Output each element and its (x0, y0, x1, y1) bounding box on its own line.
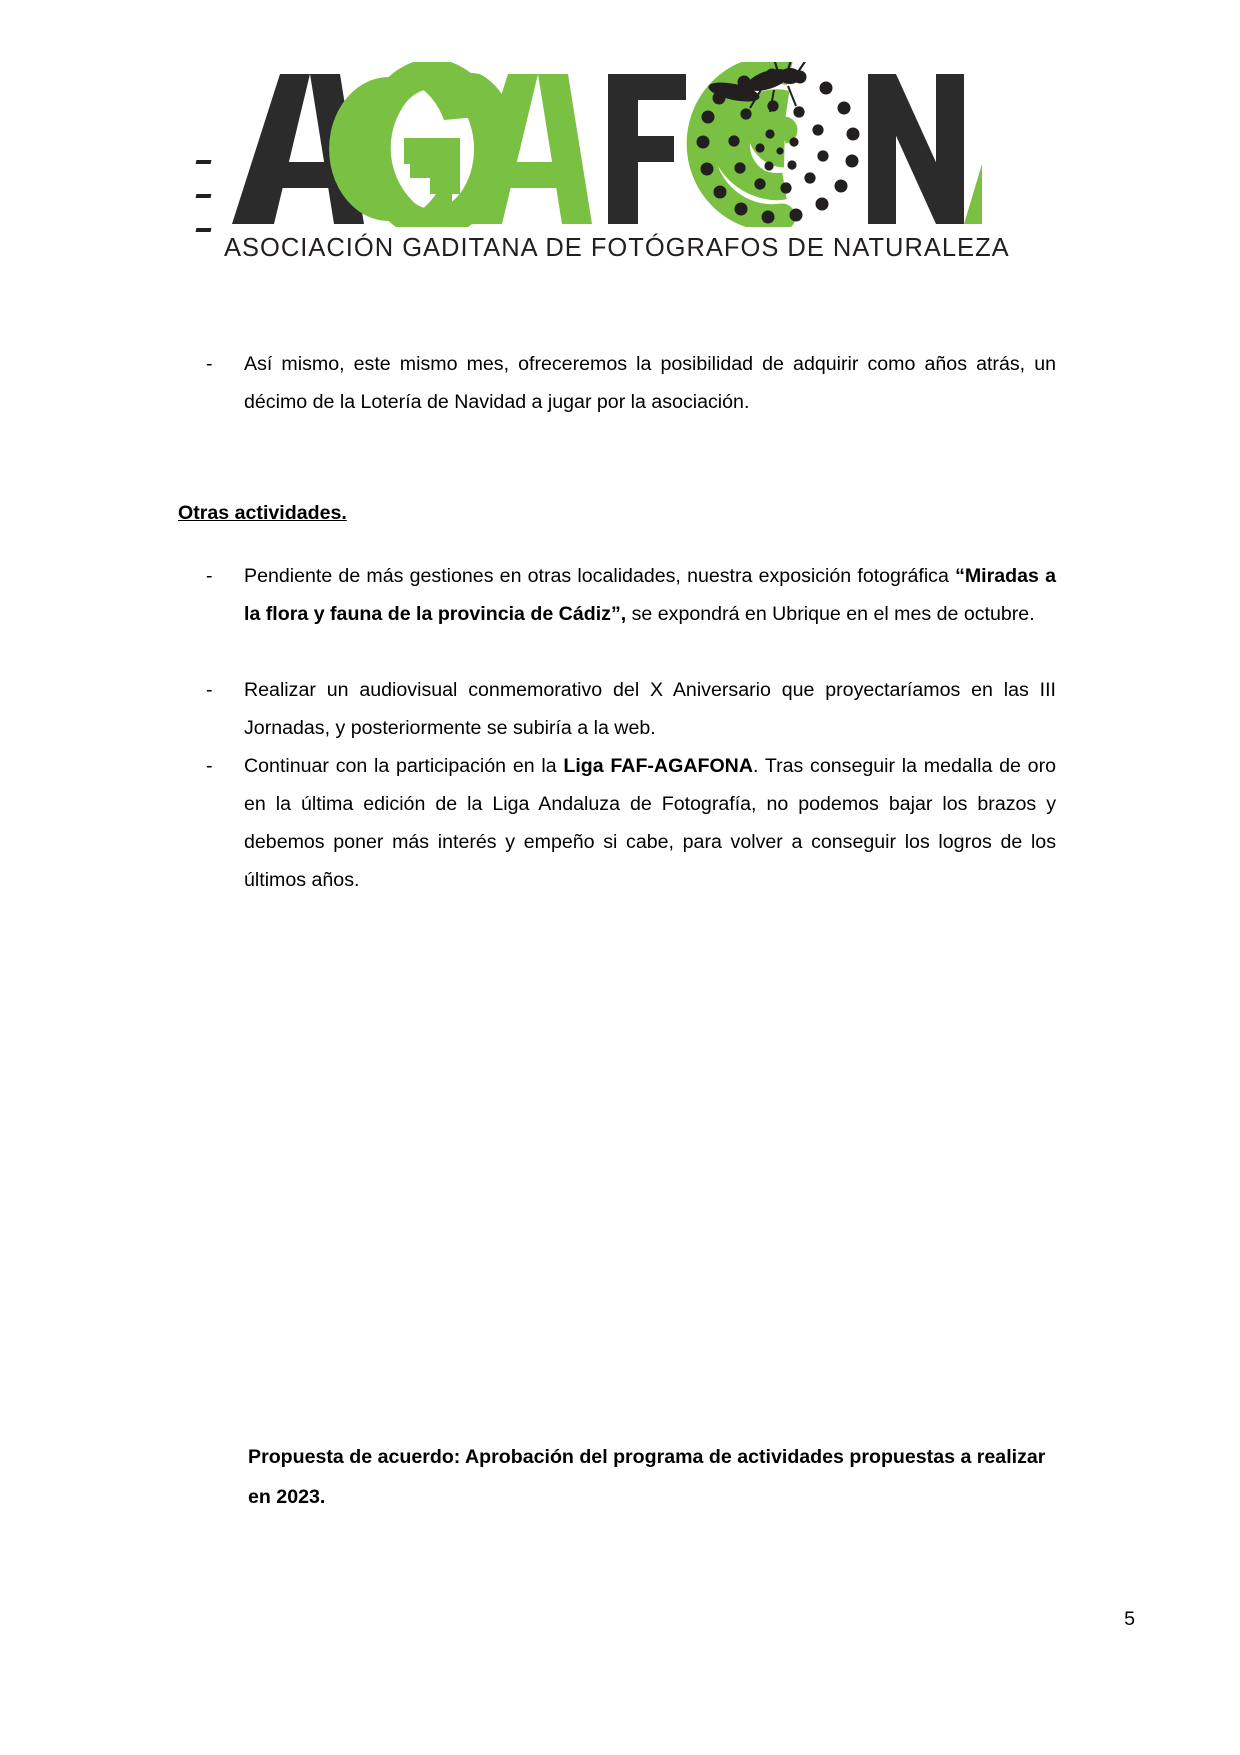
logo-tick-marks (196, 160, 218, 320)
logo-wordmark-svg (222, 62, 982, 227)
bullet-marker: - (206, 679, 213, 701)
logo-tick-3 (196, 228, 212, 232)
list-item (206, 747, 1056, 899)
list-item-text: Así mismo, este mismo mes, ofreceremos la posibilidad de adquirir como años atrás, un décimo de la Lotería de Navidad a jugar por la asociación. (244, 353, 1056, 413)
logo-letter-a3 (964, 164, 982, 224)
list-item (206, 557, 1056, 633)
logo-tick-1 (196, 160, 212, 164)
logo-tagline: ASOCIACIÓN GADITANA DE FOTÓGRAFOS DE NATURALEZA (224, 234, 1010, 262)
list-item-text: Pendiente de más gestiones en otras localidades, nuestra exposición fotográfica “Miradas a la flora y fauna de la provincia de Cádiz”, se expondrá en Ubrique en el mes de octubre. (244, 565, 1056, 625)
list-item (206, 345, 1056, 421)
page-number: 5 (1124, 1608, 1135, 1630)
logo-tick-2 (196, 194, 212, 198)
section-heading: Otras actividades. (178, 502, 347, 524)
bullet-marker: - (206, 565, 213, 587)
bullet-marker: - (206, 353, 213, 375)
agafona-logo (196, 62, 1010, 272)
closing-statement: Propuesta de acuerdo: Aprobación del programa de actividades propuestas a realizar en 2023. (248, 1446, 1046, 1508)
bullet-marker: - (206, 755, 213, 777)
logo-wordmark (222, 62, 982, 227)
logo-letter-n (868, 74, 964, 224)
list-item (206, 671, 1056, 747)
list-item-text: Continuar con la participación en la Liga FAF-AGAFONA. Tras conseguir la medalla de oro en la última edición de la Liga Andaluza de Fotografía, no podemos bajar los brazos y debemos poner más interés y empeño si cabe, para volver a conseguir los logros de los últimos años. (244, 755, 1057, 891)
logo-caterpillar-spiral-icon (697, 62, 860, 224)
list-item-text: Realizar un audiovisual conmemorativo del X Aniversario que proyectaríamos en las III Jornadas, y posteriormente se subiría a la web. (244, 679, 1056, 739)
logo-letter-f (608, 74, 686, 224)
